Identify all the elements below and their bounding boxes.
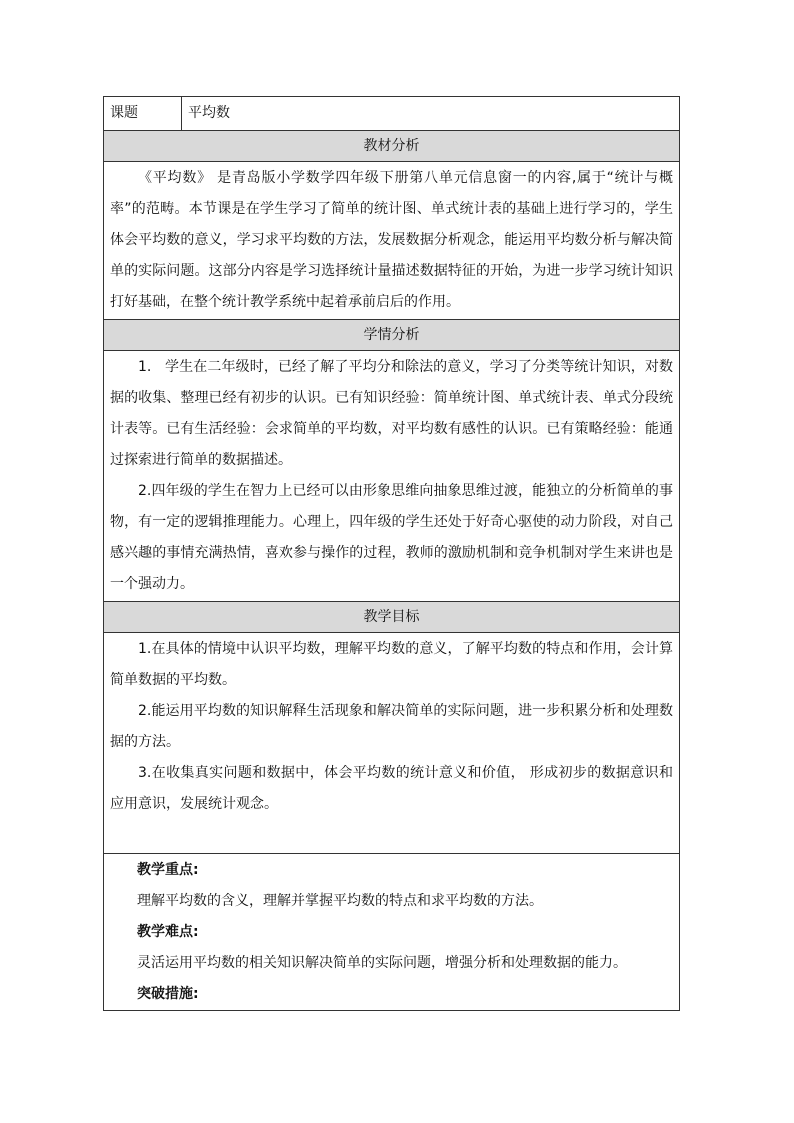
teaching-goal-2: 2.能运用平均数的知识解释生活现象和解决简单的实际问题，进一步积累分析和处理数据的方法。 [110,703,673,750]
focus-body-row [104,854,680,1011]
student-analysis-paragraph-1: 1. 学生在二年级时，已经了解了平均分和除法的意义，学习了分类等统计知识，对数据的收集、整理已经有初步的认识。已有知识经验：简单统计图、单式统计表、单式分段统计表等。已有生活经验：会求简单的平均数，对平均数有感性的认识。已有策略经验：能通过探索进行简单的数据描述。 [110,359,673,468]
difficulty-label: 教学难点: [137,924,199,940]
material-analysis-paragraph: 《平均数》 是青岛版小学数学四年级下册第八单元信息窗一的内容,属于“统计与概率”的范畴。本节课是在学生学习了简单的统计图、单式统计表的基础上进行学习的，学生体会平均数的意义，学习求平均数的方法，发展数据分析观念，能运用平均数分析与解决简单的实际问题。这部分内容是学习选择统计量描述数据特征的开始，为进一步学习统计知识打好基础，在整个统计教学系统中起着承前启后的作用。 [110,170,673,310]
title-row [104,97,680,131]
student-analysis-cell [104,351,680,602]
focus-difficulty-cell [104,854,680,1011]
difficulty-text: 灵活运用平均数的相关知识解决简单的实际问题，增强分析和处理数据的能力。 [137,955,627,971]
goals-body-row [104,633,680,854]
teaching-goal-1: 1.在具体的情境中认识平均数，理解平均数的意义，了解平均数的特点和作用，会计算简单数据的平均数。 [110,641,673,688]
key-point-label: 教学重点: [137,862,199,878]
teaching-goal-3: 3.在收集真实问题和数据中，体会平均数的统计意义和价值， 形成初步的数据意识和应用意识，发展统计观念。 [110,765,673,812]
students-heading-row [104,320,680,351]
students-body-row [104,351,680,602]
teaching-goals-cell [104,633,680,854]
key-point-text: 理解平均数的含义，理解并掌握平均数的特点和求平均数的方法。 [137,893,543,909]
material-heading-row [104,131,680,162]
material-analysis-heading: 教材分析 [104,131,680,162]
lesson-title-label: 课题 [104,97,182,131]
breakthrough-label: 突破措施: [137,986,199,1002]
material-analysis-cell [104,162,680,320]
teaching-goals-heading: 教学目标 [104,602,680,633]
goals-heading-row [104,602,680,633]
lesson-plan-table [103,96,680,1011]
lesson-title-value: 平均数 [182,97,680,131]
material-body-row [104,162,680,320]
student-analysis-paragraph-2: 2.四年级的学生在智力上已经可以由形象思维向抽象思维过渡，能独立的分析简单的事物，有一定的逻辑推理能力。心理上，四年级的学生还处于好奇心驱使的动力阶段，对自己感兴趣的事情充满热情，喜欢参与操作的过程，教师的激励机制和竞争机制对学生来讲也是一个强动力。 [110,483,673,592]
student-analysis-heading: 学情分析 [104,320,680,351]
